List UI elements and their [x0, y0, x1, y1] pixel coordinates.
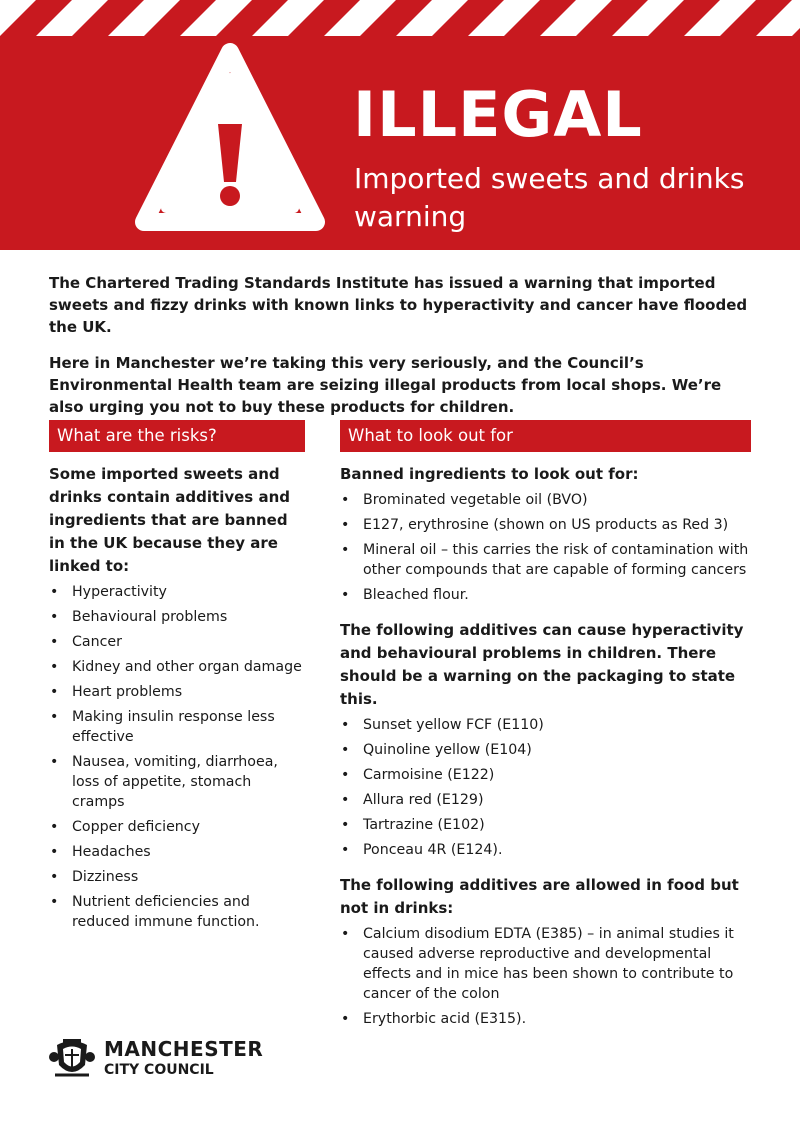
banned-list — [340, 490, 751, 605]
intro-paragraph: The Chartered Trading Standards Institute has issued a warning that imported sweets and fizzy drinks with known links to hyperactivity and cancer have flooded the UK. — [49, 274, 748, 336]
hazard-stripe — [0, 0, 800, 36]
page-title: ILLEGAL — [353, 78, 643, 151]
list-item: • Mineral oil – this carries the risk of contamination with other compounds that are capable of forming cancers — [340, 540, 751, 580]
risks-lead: Some imported sweets and drinks contain additives and ingredients that are banned in the UK because they are linked to: — [49, 465, 290, 575]
warning-triangle-icon — [134, 40, 326, 250]
hyperactivity-lead: The following additives can cause hyperactivity and behavioural problems in children. There should be a warning on the packaging to state this. — [340, 621, 744, 708]
drinks-list — [340, 924, 751, 1029]
org-subname: CITY COUNCIL — [104, 1062, 214, 1078]
list-item: • Hyperactivity — [49, 582, 305, 602]
list-item: • Kidney and other organ damage — [49, 657, 305, 677]
list-item: • Tartrazine (E102) — [340, 815, 751, 835]
list-item: • Carmoisine (E122) — [340, 765, 751, 785]
list-item: • Nausea, vomiting, diarrhoea, loss of appetite, stomach cramps — [49, 752, 305, 812]
lookout-heading: What to look out for — [340, 420, 751, 452]
list-item: • Nutrient deficiencies and reduced immune function. — [49, 892, 305, 932]
risks-list — [49, 582, 305, 932]
list-item: • Heart problems — [49, 682, 305, 702]
org-name: MANCHESTER — [104, 1037, 264, 1061]
list-item: • Brominated vegetable oil (BVO) — [340, 490, 751, 510]
banned-lead: Banned ingredients to look out for: — [340, 465, 639, 483]
list-item: • Ponceau 4R (E124). — [340, 840, 751, 860]
list-item: • Headaches — [49, 842, 305, 862]
page-subtitle: Imported sweets and drinks warning — [354, 162, 745, 233]
council-logo — [49, 1035, 279, 1085]
list-item: • Quinoline yellow (E104) — [340, 740, 751, 760]
risks-heading: What are the risks? — [49, 420, 305, 452]
list-item: • Sunset yellow FCF (E110) — [340, 715, 751, 735]
intro-paragraph: Here in Manchester we’re taking this very seriously, and the Council’s Environmental Health team are seizing illegal products from local shops. We’re also urging you not to buy these products for children. — [49, 354, 722, 416]
lookout-section — [340, 420, 751, 1043]
list-item: • Copper deficiency — [49, 817, 305, 837]
list-item: • Cancer — [49, 632, 305, 652]
risks-section — [49, 420, 305, 937]
intro-section — [49, 272, 749, 432]
list-item: • Dizziness — [49, 867, 305, 887]
list-item: • Bleached flour. — [340, 585, 751, 605]
list-item: • Allura red (E129) — [340, 790, 751, 810]
list-item: • Behavioural problems — [49, 607, 305, 627]
council-crest-icon — [49, 1035, 95, 1081]
list-item: • Calcium disodium EDTA (E385) – in animal studies it caused adverse reproductive and developmental effects and in mice has been shown to contribute to cancer of the colon — [340, 924, 751, 1004]
list-item: • Erythorbic acid (E315). — [340, 1009, 751, 1029]
drinks-lead: The following additives are allowed in food but not in drinks: — [340, 876, 739, 917]
list-item: • E127, erythrosine (shown on US products as Red 3) — [340, 515, 751, 535]
hyperactivity-list — [340, 715, 751, 860]
list-item: • Making insulin response less effective — [49, 707, 305, 747]
